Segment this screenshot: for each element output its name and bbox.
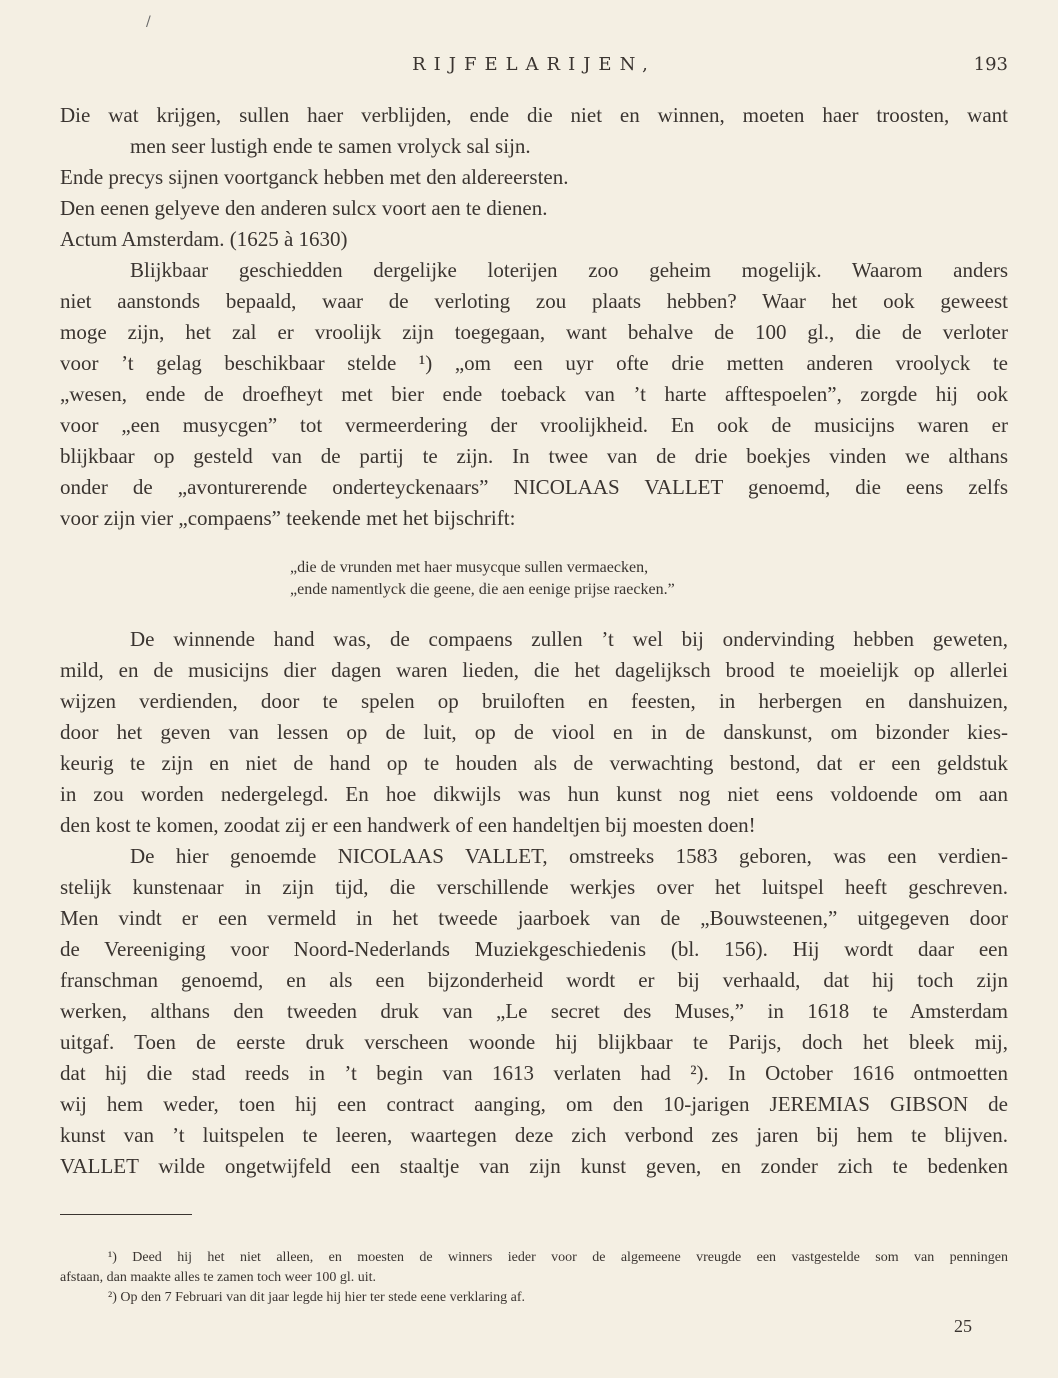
text-line: in zou worden nedergelegd. En hoe dikwijls was hun kunst nog niet eens voldoende om aan — [60, 782, 1008, 806]
running-head — [60, 54, 1008, 80]
quote-line: „ende namentlyck die geene, die aen eenige prijse raecken.” — [290, 581, 675, 598]
text-line: werken, althans den tweeden druk van „Le secret des Muses,” in 1618 te Amsterdam — [60, 999, 1008, 1023]
footnote-line: ²) Op den 7 Februari van dit jaar legde hij hier ter stede eene verklaring af. — [108, 1290, 526, 1305]
page-number: 193 — [973, 54, 1008, 75]
stray-mark: / — [146, 14, 151, 30]
text-line: wijzen verdienden, door te spelen op bruiloften en feesten, in herbergen en danshuizen, — [60, 689, 1008, 713]
folio: 25 — [954, 1316, 972, 1336]
text-line: stelijk kunstenaar in zijn tijd, die verschillende werkjes over het luitspel heeft geschreven. — [60, 875, 1008, 899]
text-line: wij hem weder, toen hij een contract aanging, om den 10-jarigen JEREMIAS GIBSON de — [60, 1092, 1008, 1116]
body-text-part1 — [60, 100, 1008, 534]
text-line: mild, en de musicijns dier dagen waren lieden, die het dagelijksch brood te moeielijk op allerlei — [60, 658, 1008, 682]
text-line: Den eenen gelyeve den anderen sulcx voort aen te dienen. — [60, 196, 548, 220]
text-line: blijkbaar op gesteld van de partij te zijn. In twee van de drie boekjes vinden we althans — [60, 444, 1008, 468]
text-line: de Vereeniging voor Noord-Nederlands Muziekgeschiedenis (bl. 156). Hij wordt daar een — [60, 937, 1008, 961]
footnote-line: afstaan, dan maakte alles te zamen toch weer 100 gl. uit. — [60, 1270, 377, 1285]
text-line: voor „een musycgen” tot vermeerdering der vroolijkheid. En ook de musicijns waren er — [60, 413, 1008, 437]
text-line: Actum Amsterdam. (1625 à 1630) — [60, 227, 348, 251]
text-line: moge zijn, het zal er vroolijk zijn toegegaan, want behalve de 100 gl., die de verloter — [60, 320, 1008, 344]
footnotes — [60, 1248, 1008, 1308]
text-line: den kost te komen, zoodat zij er een handwerk of een handeltjen bij moesten doen! — [60, 813, 756, 837]
text-line: De hier genoemde NICOLAAS VALLET, omstreeks 1583 geboren, was een verdien- — [130, 844, 1008, 868]
text-line: voor zijn vier „compaens” teekende met het bijschrift: — [60, 506, 516, 530]
text-line: Blijkbaar geschiedden dergelijke loterijen zoo geheim mogelijk. Waarom anders — [130, 258, 1008, 282]
text-line: uitgaf. Toen de eerste druk verscheen woonde hij blijkbaar te Parijs, doch het bleek mij, — [60, 1030, 1008, 1054]
block-quote — [290, 557, 830, 601]
footnote-line: ¹) Deed hij het niet alleen, en moesten de winners ieder voor de algemeene vreugde een vastgestelde som van penningen — [108, 1250, 1008, 1265]
text-line: voor ’t gelag beschikbaar stelde ¹) „om een uyr ofte drie metten anderen vroolyck te — [60, 351, 1008, 375]
running-title: RIJFELARIJEN, — [412, 54, 656, 75]
text-line: VALLET wilde ongetwijfeld een staaltje van zijn kunst geven, en zonder zich te bedenken — [60, 1154, 1008, 1178]
text-line: „wesen, ende de droefheyt met bier ende toeback van ’t harte afftespoelen”, zorgde hij ook — [60, 382, 1008, 406]
text-line: dat hij die stad reeds in ’t begin van 1613 verlaten had ²). In October 1616 ontmoetten — [60, 1061, 1008, 1085]
text-line: Men vindt er een vermeld in het tweede jaarboek van de „Bouwsteenen,” uitgegeven door — [60, 906, 1008, 930]
text-line: kunst van ’t luitspelen te leeren, waartegen deze zich verbond zes jaren bij hem te blijven. — [60, 1123, 1008, 1147]
footnote-rule — [60, 1214, 192, 1215]
text-line: keurig te zijn en niet de hand op te houden als de verwachting bestond, dat er een geldstuk — [60, 751, 1008, 775]
text-line: De winnende hand was, de compaens zullen ’t wel bij ondervinding hebben geweten, — [130, 627, 1008, 651]
text-line: men seer lustigh ende te samen vrolyck sal sijn. — [130, 134, 531, 158]
text-line: Die wat krijgen, sullen haer verblijden, ende die niet en winnen, moeten haer troosten, want — [60, 103, 1008, 127]
body-text-part2 — [60, 624, 1008, 1182]
text-line: franschman genoemd, en als een bijzonderheid wordt er bij verhaald, dat hij toch zijn — [60, 968, 1008, 992]
quote-line: „die de vrunden met haer musycque sullen vermaecken, — [290, 559, 649, 576]
text-line: onder de „avonturerende onderteyckenaars” NICOLAAS VALLET genoemd, die eens zelfs — [60, 475, 1008, 499]
text-line: door het geven van lessen op de luit, op de viool en in de danskunst, om bizonder kies- — [60, 720, 1008, 744]
text-line: Ende precys sijnen voortganck hebben met den aldereersten. — [60, 165, 569, 189]
text-line: niet aanstonds bepaald, waar de verloting zou plaats hebben? Waar het ook geweest — [60, 289, 1008, 313]
